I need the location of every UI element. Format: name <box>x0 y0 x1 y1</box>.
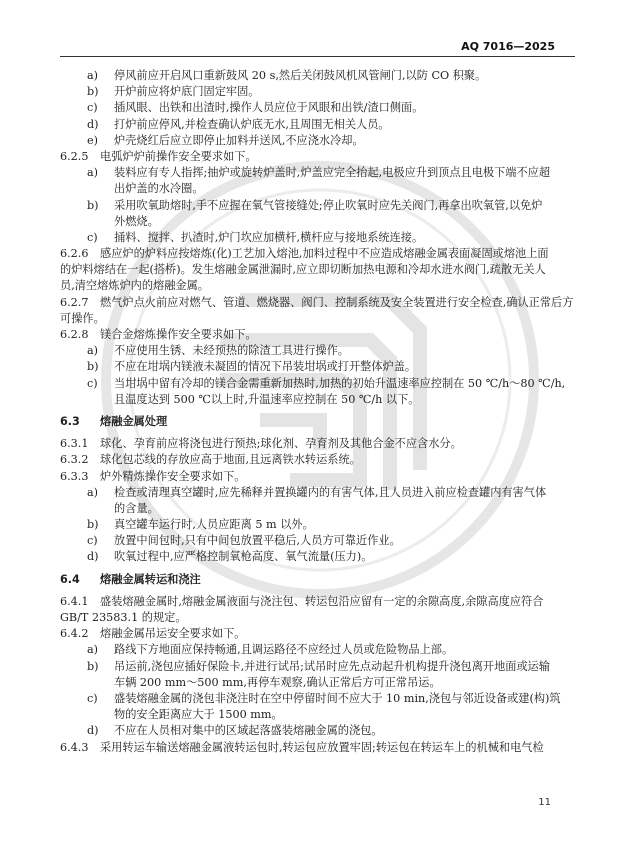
list-item: a) 装料应有专人指挥;抽炉或旋转炉盖时,炉盖应完全抬起,电极应升到顶点且电极下端不应超 <box>87 166 551 180</box>
list-item: b) 真空罐车运行时,人员应距离 5 m 以外。 <box>87 518 314 532</box>
list-item-continuation: 出炉盖的水冷圈。 <box>114 182 204 196</box>
list-item: b) 吊运前,浇包应插好保险卡,并进行试吊;试吊时应先点动起升机构提升浇包离开地面或运输 <box>87 659 551 673</box>
clause-6-4-1: 6.4.1 盛装熔融金属时,熔融金属液面与浇注包、转运包沿应留有一定的余隙高度,余隙高度应符合 <box>60 594 544 608</box>
list-item-continuation: 外燃烧。 <box>114 214 159 228</box>
section-heading-6-3: 6.3 熔融金属处理 <box>60 414 168 428</box>
list-item: a) 检查或清理真空罐时,应先稀释并置换罐内的有害气体,且人员进入前应检查罐内有害气体 <box>87 485 547 499</box>
header-rule <box>60 56 575 57</box>
clause-6-2-7: 6.2.7 燃气炉点火前应对燃气、管道、燃烧器、阀门、控制系统及安全装置进行安全检查,确认正常后方 <box>60 295 574 309</box>
list-item: c) 当坩埚中留有冷却的镁合金需重新加热时,加热的初始升温速率应控制在 50 ℃/h～80 ℃/h, <box>87 376 566 390</box>
document-body <box>60 68 580 756</box>
clause-6-3-1: 6.3.1 球化、孕育前应将浇包进行预热;球化剂、孕育剂及其他合金不应含水分。 <box>60 437 462 451</box>
list-item: c) 捅料、搅拌、扒渣时,炉门坎应加横杆,横杆应与接地系统连接。 <box>87 230 424 244</box>
list-item: c) 插风眼、出铁和出渣时,操作人员应位于风眼和出铁/渣口侧面。 <box>87 101 424 115</box>
clause-continuation: 可操作。 <box>60 311 105 325</box>
list-item-continuation: 物的安全距离应大于 1500 mm。 <box>114 708 283 722</box>
list-item-continuation: 的含量。 <box>114 501 159 515</box>
list-item: d) 吹氧过程中,应严格控制氧枪高度、氧气流量(压力)。 <box>87 550 373 564</box>
clause-continuation: 员,清空熔炼炉内的熔融金属。 <box>60 279 209 293</box>
clause-6-3-3: 6.3.3 炉外精炼操作安全要求如下。 <box>60 469 246 483</box>
page-number: 11 <box>538 797 551 808</box>
standard-code: AQ 7016—2025 <box>461 40 555 53</box>
clause-6-2-5: 6.2.5 电弧炉炉前操作安全要求如下。 <box>60 149 257 163</box>
clause-continuation: GB/T 23583.1 的规定。 <box>60 611 187 624</box>
clause-6-4-2: 6.4.2 熔融金属吊运安全要求如下。 <box>60 627 246 641</box>
clause-6-2-8: 6.2.8 镁合金熔炼操作安全要求如下。 <box>60 328 257 341</box>
list-item: c) 放置中间包时,只有中间包放置平稳后,人员方可靠近作业。 <box>87 534 401 548</box>
clause-6-2-6: 6.2.6 感应炉的炉料应按熔炼(化)工艺加入熔池,加料过程中不应造成熔融金属表面凝固或熔池上面 <box>60 247 549 261</box>
list-item: b) 不应在坩埚内镁液未凝固的情况下吊装坩埚或打开整体炉盖。 <box>87 360 417 374</box>
section-heading-6-4: 6.4 熔融金属转运和浇注 <box>60 572 201 586</box>
list-item: a) 路线下方地面应保持畅通,且调运路径不应经过人员或危险物品上部。 <box>87 643 454 657</box>
list-item: a) 不应使用生锈、未经预热的除渣工具进行操作。 <box>87 344 349 358</box>
list-item: a) 停风前应开启风口重新鼓风 20 s,然后关闭鼓风机风管闸门,以防 CO 积聚。 <box>87 69 487 82</box>
list-item: d) 不应在人员相对集中的区域起落盛装熔融金属的浇包。 <box>87 724 383 738</box>
clause-continuation: 的炉料熔结在一起(搭桥)。发生熔融金属泄漏时,应立即切断加热电源和冷却水进水阀门,疏散无关人 <box>60 263 546 277</box>
list-item-continuation: 且温度达到 500 ℃以上时,升温速率应控制在 50 ℃/h 以下。 <box>114 392 420 406</box>
list-item: e) 炉壳烧红后应立即停止加料并送风,不应浇水冷却。 <box>87 133 364 147</box>
list-item-continuation: 车辆 200 mm～500 mm,再停车观察,确认正常后方可正常吊运。 <box>114 675 441 689</box>
clause-6-4-3: 6.4.3 采用转运车输送熔融金属液转运包时,转运包应放置牢固;转运包在转运车上的机械和电气检 <box>60 740 544 754</box>
list-item: d) 打炉前应停风,并检查确认炉底无水,且周围无相关人员。 <box>87 117 390 131</box>
list-item: b) 采用吹氧助熔时,手不应握在氧气管接缝处;停止吹氧时应先关阀门,再拿出吹氧管,以免炉 <box>87 198 543 212</box>
clause-6-3-2: 6.3.2 球化包芯线的存放应高于地面,且远离铁水转运系统。 <box>60 453 361 467</box>
list-item: c) 盛装熔融金属的浇包非浇注时在空中停留时间不应大于 10 min,浇包与邻近设备或建(构)筑 <box>87 691 561 705</box>
list-item: b) 开炉前应将炉底门固定牢固。 <box>87 85 260 99</box>
